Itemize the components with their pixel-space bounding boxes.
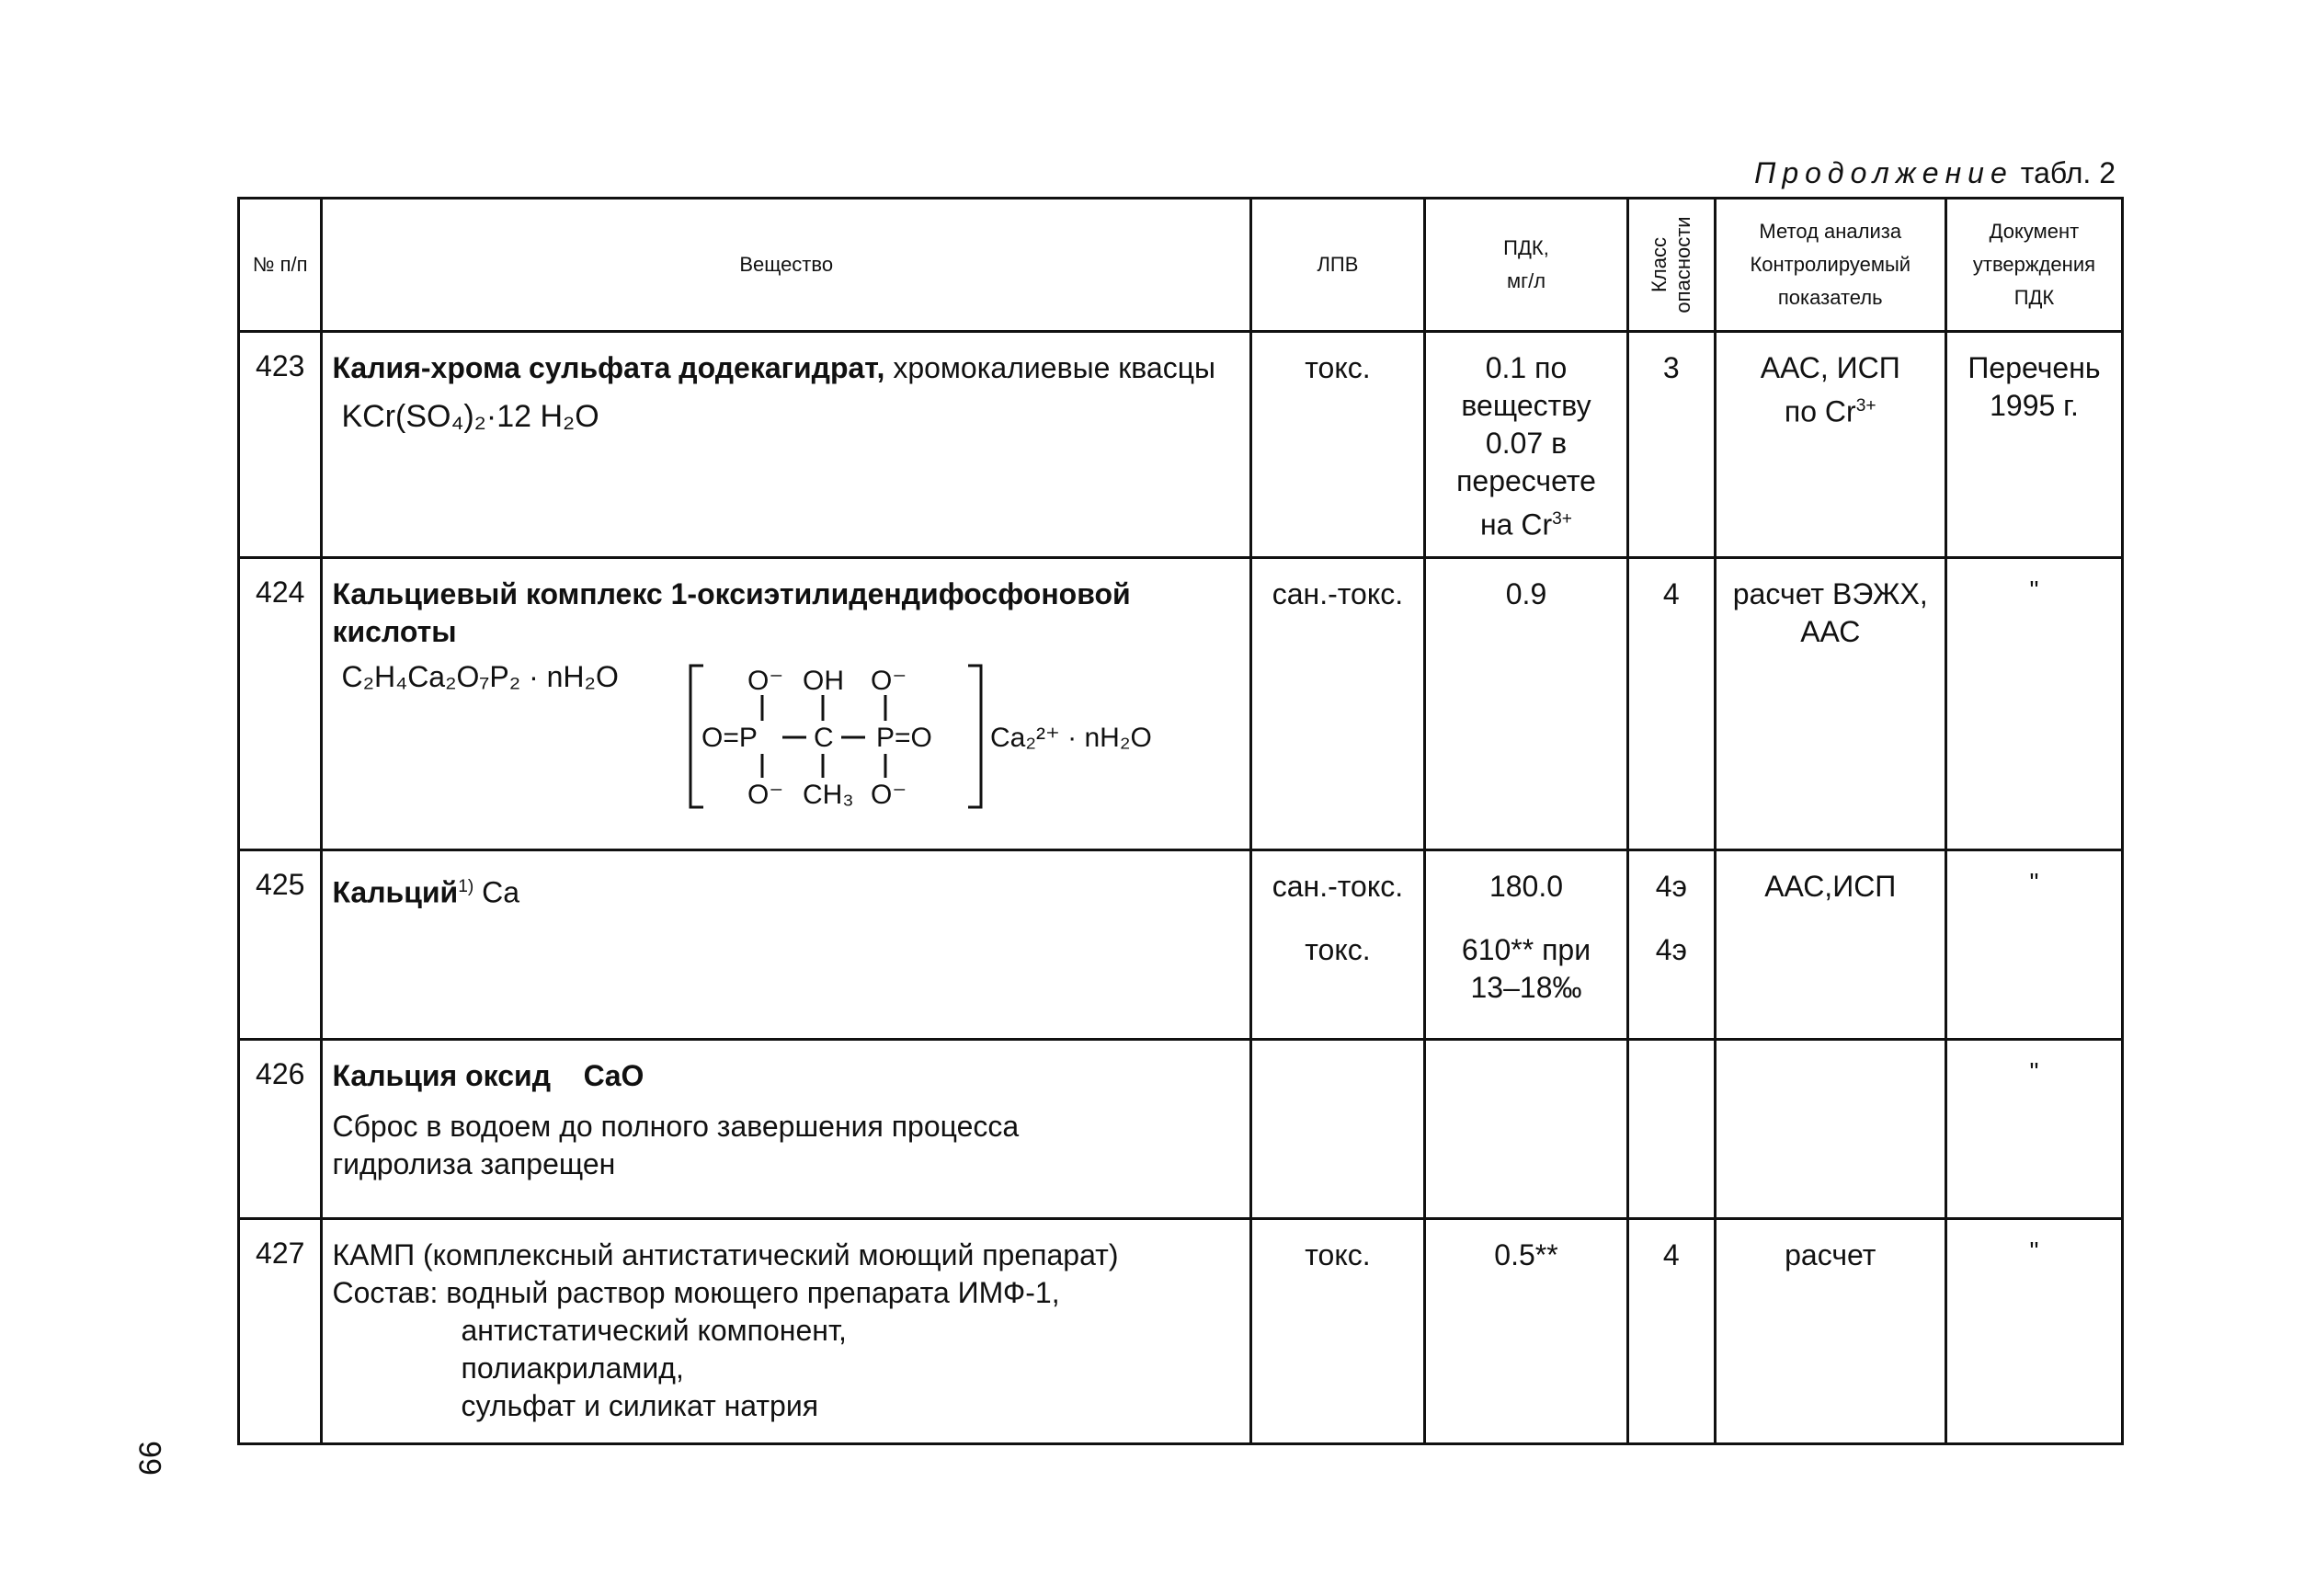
row-number: 425 bbox=[239, 850, 322, 1040]
page-number: 66 bbox=[133, 1441, 168, 1476]
substance-line: полиакриламид, bbox=[461, 1351, 684, 1385]
struct-o-top-left: O⁻ bbox=[747, 666, 783, 696]
method-line: ААС bbox=[1800, 615, 1861, 648]
pdk-line: пересчете bbox=[1456, 464, 1596, 497]
method-cell: ААС,ИСП bbox=[1715, 850, 1945, 1040]
class-cell: 4 bbox=[1628, 1219, 1716, 1444]
doc-line: 1995 г. bbox=[1990, 389, 2079, 422]
lpv-cell: сан.-токс. bbox=[1250, 558, 1424, 850]
struct-ch3: CH₃ bbox=[802, 780, 854, 810]
pdk-line: 0.1 по bbox=[1485, 351, 1568, 384]
substance-note: гидролиза запрещен bbox=[332, 1147, 616, 1180]
pdk-line: на Cr bbox=[1479, 507, 1553, 542]
substance-symbol: Ca bbox=[473, 875, 520, 909]
class-cell bbox=[1628, 850, 1716, 1040]
pdk-line: 13–18‰ bbox=[1470, 971, 1582, 1004]
substance-line: антистатический компонент, bbox=[461, 1314, 847, 1347]
class-cell-empty bbox=[1628, 1040, 1716, 1219]
class-line: 4э bbox=[1655, 933, 1687, 966]
doc-ditto-mark: " bbox=[1945, 1040, 2122, 1219]
method-cell: расчет bbox=[1715, 1219, 1945, 1444]
lpv-cell: токс. bbox=[1250, 332, 1424, 558]
header-doc bbox=[1945, 199, 2122, 332]
class-line: 4э bbox=[1655, 870, 1687, 903]
struct-p-eq-o: P=O bbox=[875, 723, 932, 753]
header-pdk bbox=[1424, 199, 1627, 332]
header-doc-line2: утверждения bbox=[1972, 253, 2096, 276]
caption-continuation: Продолжение bbox=[1754, 156, 2013, 189]
row-number: 424 bbox=[239, 558, 322, 850]
pdk-line: веществу bbox=[1461, 389, 1591, 422]
caption-table-ref: табл. 2 bbox=[2020, 156, 2116, 189]
table-row-426 bbox=[239, 1040, 2123, 1219]
class-cell: 3 bbox=[1628, 332, 1716, 558]
pdk-line: 0.07 в bbox=[1485, 427, 1568, 460]
substance-line: КАМП (комплексный антистатический моющий препарат) bbox=[332, 1238, 1119, 1271]
substance-cell bbox=[322, 1040, 1250, 1219]
row-number: 427 bbox=[239, 1219, 322, 1444]
table-header-row bbox=[239, 199, 2123, 332]
doc-ditto-mark: " bbox=[1945, 850, 2122, 1040]
doc-ditto-mark: " bbox=[1945, 1219, 2122, 1444]
pdk-cell: 0.5** bbox=[1424, 1219, 1627, 1444]
doc-cell bbox=[1945, 332, 2122, 558]
struct-oh: OH bbox=[802, 666, 844, 696]
method-line: ААС, ИСП bbox=[1760, 351, 1900, 384]
class-cell: 4 bbox=[1628, 558, 1716, 850]
method-line: расчет ВЭЖХ, bbox=[1732, 577, 1928, 610]
struct-o-bottom-right: O⁻ bbox=[870, 780, 907, 810]
structural-formula bbox=[683, 658, 1180, 815]
method-cell bbox=[1715, 558, 1945, 850]
doc-line: Перечень bbox=[1968, 351, 2101, 384]
header-num: № п/п bbox=[239, 199, 322, 332]
method-line: по Cr bbox=[1784, 394, 1856, 428]
header-method-line2: Контролируемый bbox=[1750, 253, 1911, 276]
header-doc-line1: Документ bbox=[1989, 220, 2080, 243]
substance-note: Сброс в водоем до полного завершения процесса bbox=[332, 1110, 1020, 1143]
substance-name: Кальция оксид CaO bbox=[332, 1059, 644, 1092]
header-doc-line3: ПДК bbox=[2013, 286, 2055, 309]
lpv-cell-empty bbox=[1250, 1040, 1424, 1219]
method-cell bbox=[1715, 332, 1945, 558]
header-substance: Вещество bbox=[322, 199, 1250, 332]
struct-c: C bbox=[813, 723, 834, 753]
lpv-cell bbox=[1250, 850, 1424, 1040]
substances-table bbox=[237, 197, 2124, 1445]
substance-name-rest: хромокалиевые квасцы bbox=[884, 351, 1216, 384]
substance-name: Калия-хрома сульфата додекагидрат, bbox=[332, 351, 885, 384]
table-row-423 bbox=[239, 332, 2123, 558]
pdk-cell: 0.9 bbox=[1424, 558, 1627, 850]
header-method-line1: Метод анализа bbox=[1759, 220, 1902, 243]
table-row-427 bbox=[239, 1219, 2123, 1444]
pdk-cell bbox=[1424, 332, 1627, 558]
substance-formula: KCr(SO₄)₂·12 H₂O bbox=[341, 399, 599, 434]
header-pdk-line1: ПДК, bbox=[1503, 236, 1549, 259]
pdk-cell-empty bbox=[1424, 1040, 1627, 1219]
table-caption bbox=[1754, 156, 2116, 190]
substance-line: Состав: водный раствор моющего препарата ИМФ-1, bbox=[332, 1276, 1060, 1309]
substance-cell bbox=[322, 850, 1250, 1040]
lpv-line: токс. bbox=[1305, 933, 1371, 966]
substance-name: Кальций bbox=[332, 875, 459, 909]
header-lpv: ЛПВ bbox=[1250, 199, 1424, 332]
header-pdk-line2: мг/л bbox=[1506, 269, 1546, 292]
table-row-425 bbox=[239, 850, 2123, 1040]
header-class bbox=[1628, 199, 1716, 332]
struct-ca: Ca₂²⁺ · nH₂O bbox=[989, 723, 1152, 753]
header-method-line3: показатель bbox=[1777, 286, 1883, 309]
substance-cell bbox=[322, 332, 1250, 558]
pdk-sup: 3+ bbox=[1552, 509, 1572, 529]
method-sup: 3+ bbox=[1855, 396, 1876, 416]
pdk-cell bbox=[1424, 850, 1627, 1040]
pdk-line: 610** при bbox=[1461, 933, 1591, 966]
doc-ditto-mark: " bbox=[1945, 558, 2122, 850]
footnote-marker: 1) bbox=[458, 877, 474, 896]
struct-o-top-right: O⁻ bbox=[870, 666, 907, 696]
substance-formula: C₂H₄Ca₂O₇P₂ · nH₂O bbox=[341, 660, 619, 693]
lpv-cell: токс. bbox=[1250, 1219, 1424, 1444]
header-class-line2: опасности bbox=[1671, 216, 1694, 314]
substance-cell bbox=[322, 558, 1250, 850]
pdk-line: 180.0 bbox=[1488, 870, 1564, 903]
substance-cell bbox=[322, 1219, 1250, 1444]
method-cell-empty bbox=[1715, 1040, 1945, 1219]
lpv-line: сан.-токс. bbox=[1272, 870, 1404, 903]
row-number: 426 bbox=[239, 1040, 322, 1219]
substance-line: сульфат и силикат натрия bbox=[461, 1389, 819, 1422]
substance-name: Кальциевый комплекс 1-оксиэтилидендифосфоновой кислоты bbox=[332, 577, 1131, 648]
table-row-424 bbox=[239, 558, 2123, 850]
header-class-line1: Класс bbox=[1647, 237, 1671, 292]
row-number: 423 bbox=[239, 332, 322, 558]
header-method bbox=[1715, 199, 1945, 332]
struct-o-bottom-left: O⁻ bbox=[747, 780, 783, 810]
struct-o-eq-p: O=P bbox=[701, 723, 758, 753]
